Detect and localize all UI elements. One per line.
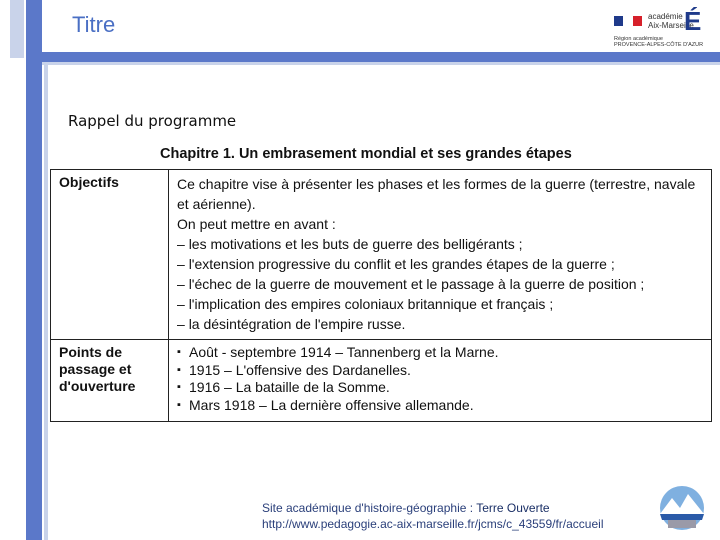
header-divider	[42, 52, 720, 62]
list-item: ▪ Août - septembre 1914 – Tannenberg et la Marne.	[177, 344, 703, 362]
list-item: – la désintégration de l'empire russe.	[177, 314, 703, 334]
slide-title: Titre	[72, 12, 116, 37]
list-item: – l'échec de la guerre de mouvement et le passage à la guerre de position ;	[177, 274, 703, 294]
list-item: ▪ 1916 – La bataille de la Somme.	[177, 379, 703, 397]
slide-subtitle: Rappel du programme	[68, 112, 237, 130]
list-item: – l'extension progressive du conflit et les grandes étapes de la guerre ;	[177, 254, 703, 274]
terre-ouverte-logo-icon	[654, 484, 710, 532]
french-flag-icon	[614, 16, 642, 26]
academie-logo	[612, 6, 712, 50]
decor-bar-light	[10, 0, 24, 58]
points-content	[169, 340, 712, 422]
table-row	[51, 170, 712, 340]
header-divider-light	[42, 62, 720, 65]
chapter-title: Chapitre 1. Un embrasement mondial et ses grandes étapes	[160, 146, 572, 162]
academie-name: académie Aix-Marseille	[648, 12, 694, 30]
objectifs-label: Objectifs	[51, 170, 169, 340]
decor-bar-dark	[26, 0, 42, 540]
footer-site-prefix: Site académique d'histoire-géographie :	[262, 501, 477, 515]
objectifs-list	[177, 234, 703, 334]
list-item: – les motivations et les buts de guerre des belligérants ;	[177, 234, 703, 254]
footer-site-line	[262, 500, 603, 516]
footer-site-name: Terre Ouverte	[476, 501, 550, 515]
list-item: – l'implication des empires coloniaux britannique et français ;	[177, 294, 703, 314]
program-table	[50, 169, 712, 422]
list-item: ▪ Mars 1918 – La dernière offensive allemande.	[177, 397, 703, 415]
objectifs-lead: On peut mettre en avant :	[177, 216, 336, 232]
footer	[262, 500, 603, 532]
region-name: Région académique PROVENCE-ALPES-CÔTE D'AZUR	[614, 36, 704, 48]
academie-letter: É	[684, 6, 702, 36]
objectifs-intro: Ce chapitre vise à présenter les phases et les formes de la guerre (terrestre, navale et aérienne).	[177, 176, 696, 212]
points-list	[177, 344, 703, 414]
table-row	[51, 340, 712, 422]
objectifs-content	[169, 170, 712, 340]
footer-url[interactable]: http://www.pedagogie.ac-aix-marseille.fr/jcms/c_43559/fr/accueil	[262, 517, 604, 531]
list-item: ▪ 1915 – L'offensive des Dardanelles.	[177, 362, 703, 380]
decor-bar-thin	[44, 60, 48, 540]
points-label: Points de passage et d'ouverture	[51, 340, 169, 422]
